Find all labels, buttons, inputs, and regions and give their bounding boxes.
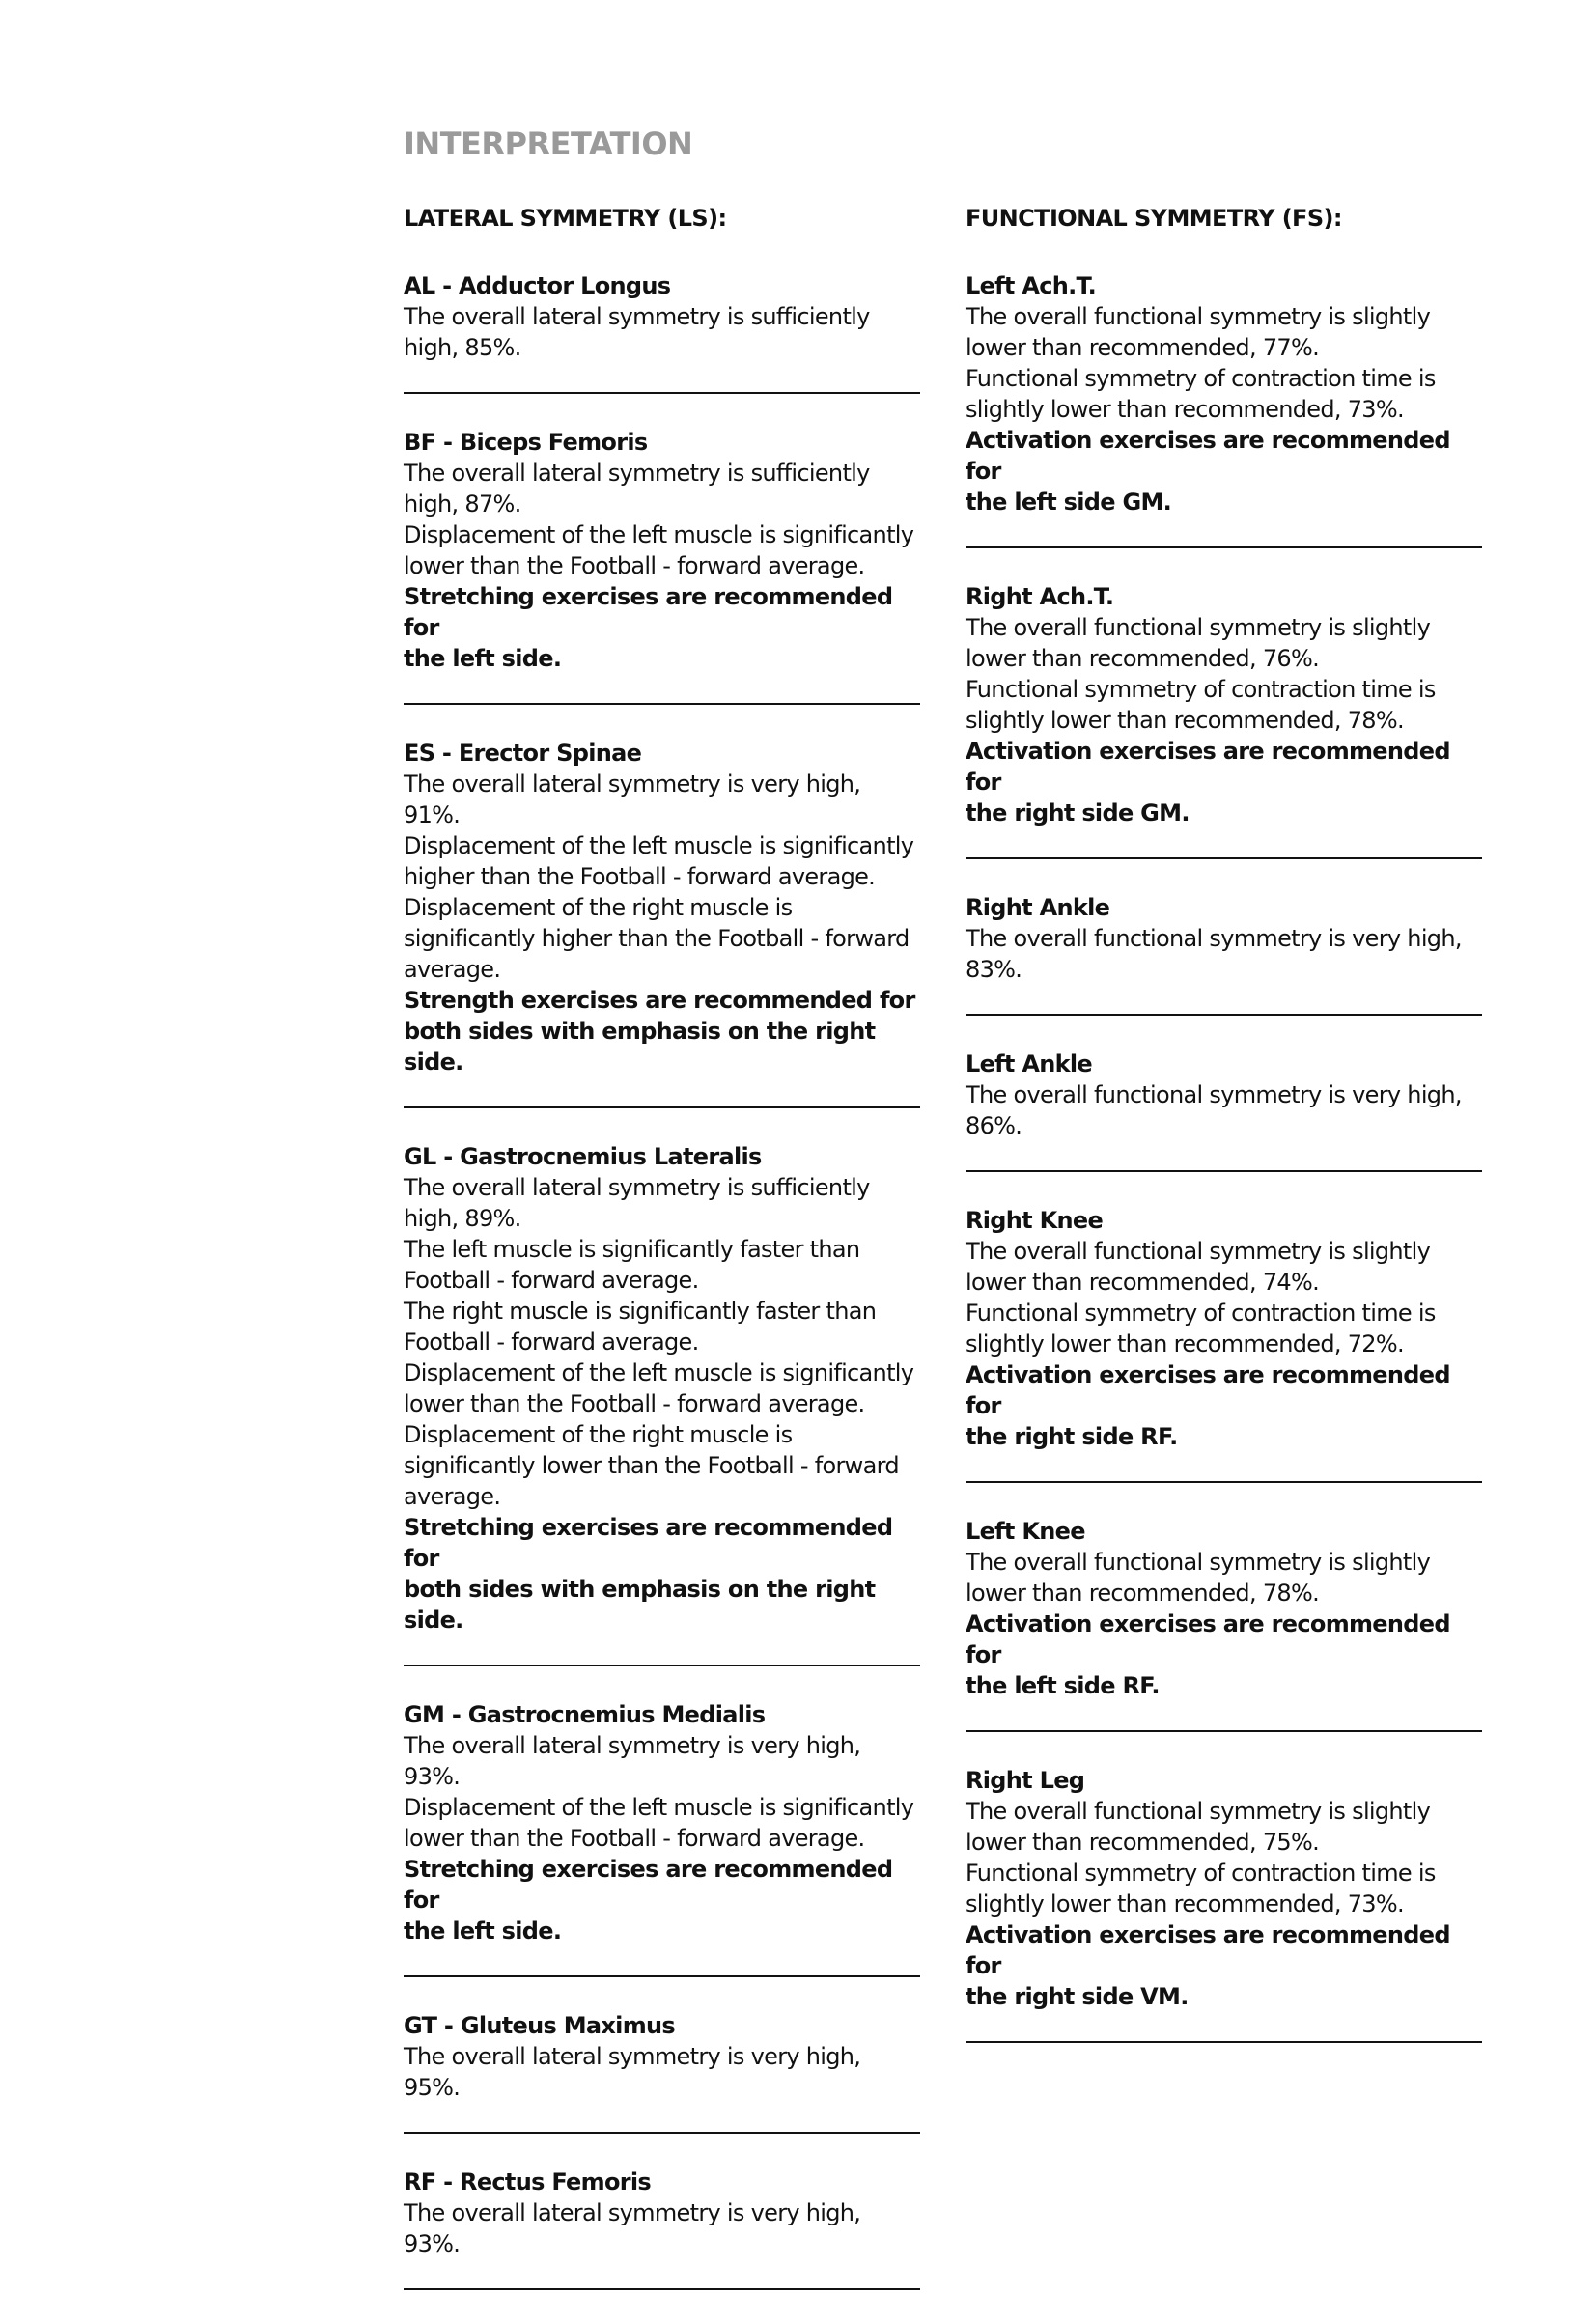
finding-text-line: The overall lateral symmetry is very high, 91%.: [404, 770, 861, 828]
recommendation-line: Stretching exercises are recommended for: [404, 1856, 893, 1914]
finding-title: RF - Rectus Femoris: [404, 2169, 651, 2196]
finding-text-line: significantly higher than the Football - forward: [404, 925, 910, 952]
finding-text-line: lower than recommended, 76%.: [966, 645, 1319, 672]
finding-section: [966, 892, 1482, 1016]
finding-text-line: Functional symmetry of contraction time is: [966, 1860, 1436, 1887]
lateral-sections: [404, 270, 920, 2290]
finding-title: GT - Gluteus Maximus: [404, 2012, 675, 2039]
finding-section: [404, 738, 920, 1108]
finding-text-line: Displacement of the left muscle is significantly: [404, 1794, 914, 1821]
functional-sections: [966, 270, 1482, 2043]
finding-title: AL - Adductor Longus: [404, 272, 671, 299]
finding-text-line: The overall functional symmetry is slightly: [966, 1238, 1431, 1265]
finding-text-line: slightly lower than recommended, 72%.: [966, 1330, 1404, 1357]
finding-text-line: Functional symmetry of contraction time is: [966, 365, 1436, 392]
finding-text-line: The overall functional symmetry is slightly: [966, 1798, 1431, 1825]
recommendation-line: Activation exercises are recommended for: [966, 738, 1450, 796]
recommendation-line: Activation exercises are recommended for: [966, 1921, 1450, 1979]
recommendation-line: the right side GM.: [966, 799, 1190, 826]
lateral-symmetry-column: [404, 203, 920, 2323]
finding-text-line: high, 87%.: [404, 490, 521, 518]
finding-title: Left Ankle: [966, 1050, 1092, 1078]
finding-text-line: The overall functional symmetry is slightly: [966, 1549, 1431, 1576]
finding-title: Right Knee: [966, 1207, 1104, 1234]
finding-section: [966, 581, 1482, 859]
finding-text-line: lower than the Football - forward average.: [404, 1390, 865, 1417]
finding-text-line: The overall functional symmetry is very high,: [966, 925, 1462, 952]
finding-title: ES - Erector Spinae: [404, 740, 642, 767]
recommendation-line: the left side.: [404, 645, 562, 672]
finding-text-line: The overall functional symmetry is slightly: [966, 303, 1431, 330]
finding-text-line: The overall functional symmetry is very high,: [966, 1081, 1462, 1108]
finding-title: Right Ankle: [966, 894, 1110, 921]
finding-section: [404, 427, 920, 705]
finding-text-line: The overall lateral symmetry is very high, 93%.: [404, 1732, 861, 1790]
recommendation-line: the left side.: [404, 1917, 562, 1945]
recommendation-line: Activation exercises are recommended for: [966, 1610, 1450, 1668]
recommendation-line: Strength exercises are recommended for: [404, 987, 915, 1014]
finding-text-line: lower than recommended, 74%.: [966, 1269, 1319, 1296]
finding-title: Right Leg: [966, 1767, 1085, 1794]
finding-text-line: Displacement of the left muscle is significantly: [404, 1359, 914, 1386]
recommendation-line: both sides with emphasis on the right side.: [404, 1018, 876, 1076]
functional-symmetry-heading: FUNCTIONAL SYMMETRY (FS):: [966, 205, 1342, 232]
finding-text-line: The left muscle is significantly faster than: [404, 1236, 860, 1263]
finding-text-line: slightly lower than recommended, 73%.: [966, 1890, 1404, 1917]
finding-text-line: slightly lower than recommended, 78%.: [966, 707, 1404, 734]
finding-title: BF - Biceps Femoris: [404, 429, 648, 456]
recommendation-line: Stretching exercises are recommended for: [404, 1514, 893, 1572]
finding-text-line: high, 85%.: [404, 334, 521, 361]
finding-text-line: The right muscle is significantly faster than: [404, 1298, 877, 1325]
finding-text-line: Displacement of the left muscle is significantly: [404, 832, 914, 859]
recommendation-line: the left side GM.: [966, 489, 1172, 516]
finding-title: GM - Gastrocnemius Medialis: [404, 1701, 766, 1728]
recommendation-line: Activation exercises are recommended for: [966, 427, 1450, 485]
recommendation-line: the left side RF.: [966, 1672, 1160, 1699]
finding-section: [404, 2167, 920, 2290]
finding-section: [966, 1205, 1482, 1483]
finding-title: Left Ach.T.: [966, 272, 1096, 299]
finding-section: [404, 2010, 920, 2134]
finding-text-line: The overall lateral symmetry is sufficiently: [404, 303, 870, 330]
finding-text-line: Displacement of the left muscle is significantly: [404, 521, 914, 548]
finding-text-line: Functional symmetry of contraction time is: [966, 1300, 1436, 1327]
finding-text-line: The overall lateral symmetry is very high, 93%.: [404, 2199, 861, 2257]
finding-text-line: lower than the Football - forward average.: [404, 1825, 865, 1852]
finding-section: [966, 270, 1482, 548]
finding-text-line: Functional symmetry of contraction time is: [966, 676, 1436, 703]
finding-text-line: The overall lateral symmetry is sufficiently: [404, 1174, 870, 1201]
finding-text-line: Displacement of the right muscle is: [404, 1421, 793, 1448]
finding-title: GL - Gastrocnemius Lateralis: [404, 1143, 762, 1170]
finding-section: [966, 1049, 1482, 1172]
recommendation-line: both sides with emphasis on the right side.: [404, 1576, 876, 1634]
finding-text-line: lower than recommended, 75%.: [966, 1829, 1319, 1856]
recommendation-line: the right side RF.: [966, 1423, 1178, 1450]
page-title: INTERPRETATION: [404, 126, 693, 162]
finding-text-line: The overall lateral symmetry is sufficiently: [404, 460, 870, 487]
finding-text-line: 86%.: [966, 1112, 1022, 1139]
finding-text-line: significantly lower than the Football - forward: [404, 1452, 899, 1479]
finding-section: [404, 1699, 920, 1977]
finding-text-line: The overall functional symmetry is slightly: [966, 614, 1431, 641]
finding-text-line: The overall lateral symmetry is very high, 95%.: [404, 2043, 861, 2101]
finding-text-line: Football - forward average.: [404, 1267, 699, 1294]
finding-section: [966, 1765, 1482, 2043]
functional-symmetry-column: [966, 203, 1482, 2076]
finding-section: [404, 1141, 920, 1666]
lateral-symmetry-heading: LATERAL SYMMETRY (LS):: [404, 205, 727, 232]
recommendation-line: the right side VM.: [966, 1983, 1189, 2010]
finding-text-line: high, 89%.: [404, 1205, 521, 1232]
recommendation-line: Activation exercises are recommended for: [966, 1361, 1450, 1419]
recommendation-line: Stretching exercises are recommended for: [404, 583, 893, 641]
finding-text-line: average.: [404, 1483, 501, 1510]
finding-title: Left Knee: [966, 1518, 1085, 1545]
finding-text-line: Football - forward average.: [404, 1329, 699, 1356]
finding-text-line: lower than recommended, 77%.: [966, 334, 1319, 361]
finding-text-line: lower than recommended, 78%.: [966, 1580, 1319, 1607]
finding-section: [966, 1516, 1482, 1732]
finding-text-line: higher than the Football - forward average.: [404, 863, 876, 890]
finding-text-line: 83%.: [966, 956, 1022, 983]
finding-text-line: slightly lower than recommended, 73%.: [966, 396, 1404, 423]
finding-section: [404, 270, 920, 394]
finding-text-line: lower than the Football - forward average.: [404, 552, 865, 579]
finding-title: Right Ach.T.: [966, 583, 1114, 610]
finding-text-line: Displacement of the right muscle is: [404, 894, 793, 921]
finding-text-line: average.: [404, 956, 501, 983]
